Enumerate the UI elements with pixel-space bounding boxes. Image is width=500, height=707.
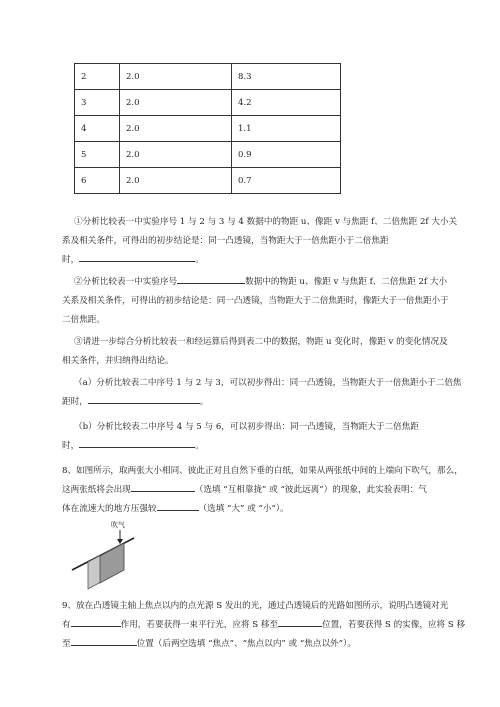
q2-line1 <box>62 273 448 292</box>
paper-figure <box>70 518 150 590</box>
q9-answer-blank-2[interactable] <box>278 617 322 627</box>
q9-line3-post: 位置（后两空选填 “焦点”、“焦点以内” 或 “焦点以外”）。 <box>136 639 356 649</box>
q1-line2: 系及相关条件，可得出的初步结论是：同一凸透镜，当物距大于一倍焦距小于二倍焦距 <box>62 236 389 246</box>
question-b <box>62 418 442 456</box>
q9-line2-mid: 作用，若要获得一束平行光，应将 S 移至 <box>120 620 279 630</box>
figure-blow-label: 吹气 <box>111 521 125 529</box>
table-cell: 2.0 <box>120 90 232 116</box>
q1-line3-pre: 时， <box>62 255 80 265</box>
q2-answer-blank[interactable] <box>177 274 245 284</box>
question-a <box>62 374 462 412</box>
table-row <box>75 90 341 116</box>
table-cell: 2.0 <box>120 116 232 142</box>
table-cell: 8.3 <box>232 64 341 90</box>
q2-line1-pre: ②分析比较表一中实验序号 <box>74 277 178 287</box>
question-1 <box>62 213 458 270</box>
table-row <box>75 168 341 194</box>
qa-line2-pre: 距时， <box>62 397 88 407</box>
table-cell: 6 <box>75 168 120 194</box>
q3-line2: 相关条件，并归纳得出结论。 <box>62 356 174 366</box>
q2-line3: 二倍焦距。 <box>62 315 105 325</box>
qb-answer-blank[interactable] <box>79 438 195 448</box>
q8-line1: 8、如图所示，取两张大小相同、彼此正对且自然下垂的白纸，如果从两张纸中间的上端向下吹气，那么， <box>62 466 463 476</box>
qb-line2-post: 。 <box>195 441 204 451</box>
q8-line3-post: （选填 “大” 或 “小”）。 <box>198 504 289 514</box>
q8-answer-blank-1[interactable] <box>131 482 195 492</box>
question-8 <box>62 462 463 519</box>
table-cell: 4 <box>75 116 120 142</box>
qb-line1: （b）分析比较表二中序号 4 与 5 与 6，可以初步得出：同一凸透镜，当物距大于二倍焦距 <box>74 422 419 432</box>
qb-line2-pre: 时， <box>62 441 80 451</box>
table-cell: 2.0 <box>120 142 232 168</box>
q2-line1-post: 数据中的物距 u、像距 v 与焦距 f、二倍焦距 2f 大小 <box>245 277 448 287</box>
table-cell: 1.1 <box>232 116 341 142</box>
q1-answer-blank[interactable] <box>79 252 195 262</box>
q8-line3-pre: 体在流速大的地方压强较 <box>62 504 157 514</box>
question-9 <box>62 597 466 654</box>
table-row <box>75 64 341 90</box>
q1-line1: ①分析比较表一中实验序号 1 与 2 与 3 与 4 数据中的物距 u、像距 v 与焦距 f、二倍焦距 2f 大小关 <box>74 217 458 227</box>
q8-line2-mid: （选填 “互相靠拢” 或 “彼此远离”）的现象，此实验表明：气 <box>194 485 427 495</box>
qb-line2 <box>62 437 442 456</box>
q9-line2-post: 位置，若要获得 S 的实像，应将 S 移 <box>322 620 466 630</box>
table-cell: 0.7 <box>232 168 341 194</box>
q9-line3 <box>62 635 442 654</box>
q3-line1: ③请进一步综合分析比较表一和经运算后得到表二中的数据，物距 u 变化时，像距 v 的变化情况及 <box>74 337 448 347</box>
table-cell: 0.9 <box>232 142 341 168</box>
question-3 <box>62 333 448 371</box>
q9-line2-pre: 有 <box>62 620 71 630</box>
table-row <box>75 116 341 142</box>
table-cell: 2.0 <box>120 64 232 90</box>
table-cell: 2 <box>75 64 120 90</box>
qa-answer-blank[interactable] <box>88 394 200 404</box>
q9-answer-blank-1[interactable] <box>71 617 121 627</box>
q8-answer-blank-2[interactable] <box>157 501 199 511</box>
table-cell: 2.0 <box>120 168 232 194</box>
table-cell: 5 <box>75 142 120 168</box>
q1-line3 <box>62 251 442 270</box>
q9-line1: 9、放在凸透镜主轴上焦点以内的点光源 S 发出的光，通过凸透镜后的光路如图所示，说明凸透镜对光 <box>62 601 449 611</box>
data-table <box>74 63 341 194</box>
q1-line3-post: 。 <box>195 255 204 265</box>
qa-line2 <box>62 393 442 412</box>
q2-line2: 关系及相关条件，可得出的初步结论是：同一凸透镜，当物距大于二倍焦距时，像距大于一倍焦距小于 <box>62 296 449 306</box>
q9-answer-blank-3[interactable] <box>71 636 137 646</box>
q8-line3 <box>62 500 442 519</box>
q8-line2 <box>62 481 442 500</box>
table-row <box>75 142 341 168</box>
qa-line2-post: 。 <box>199 397 209 407</box>
table-cell: 4.2 <box>232 90 341 116</box>
qa-line1: （a）分析比较表二中序号 1 与 2 与 3，可以初步得出：同一凸透镜，当物距大于一倍焦距小于二倍焦 <box>74 378 462 388</box>
q9-line2 <box>62 616 466 635</box>
q8-line2-pre: 这两张纸将会出现 <box>62 485 131 495</box>
q9-line3-pre: 至 <box>62 639 71 649</box>
table-cell: 3 <box>75 90 120 116</box>
question-2 <box>62 273 449 330</box>
